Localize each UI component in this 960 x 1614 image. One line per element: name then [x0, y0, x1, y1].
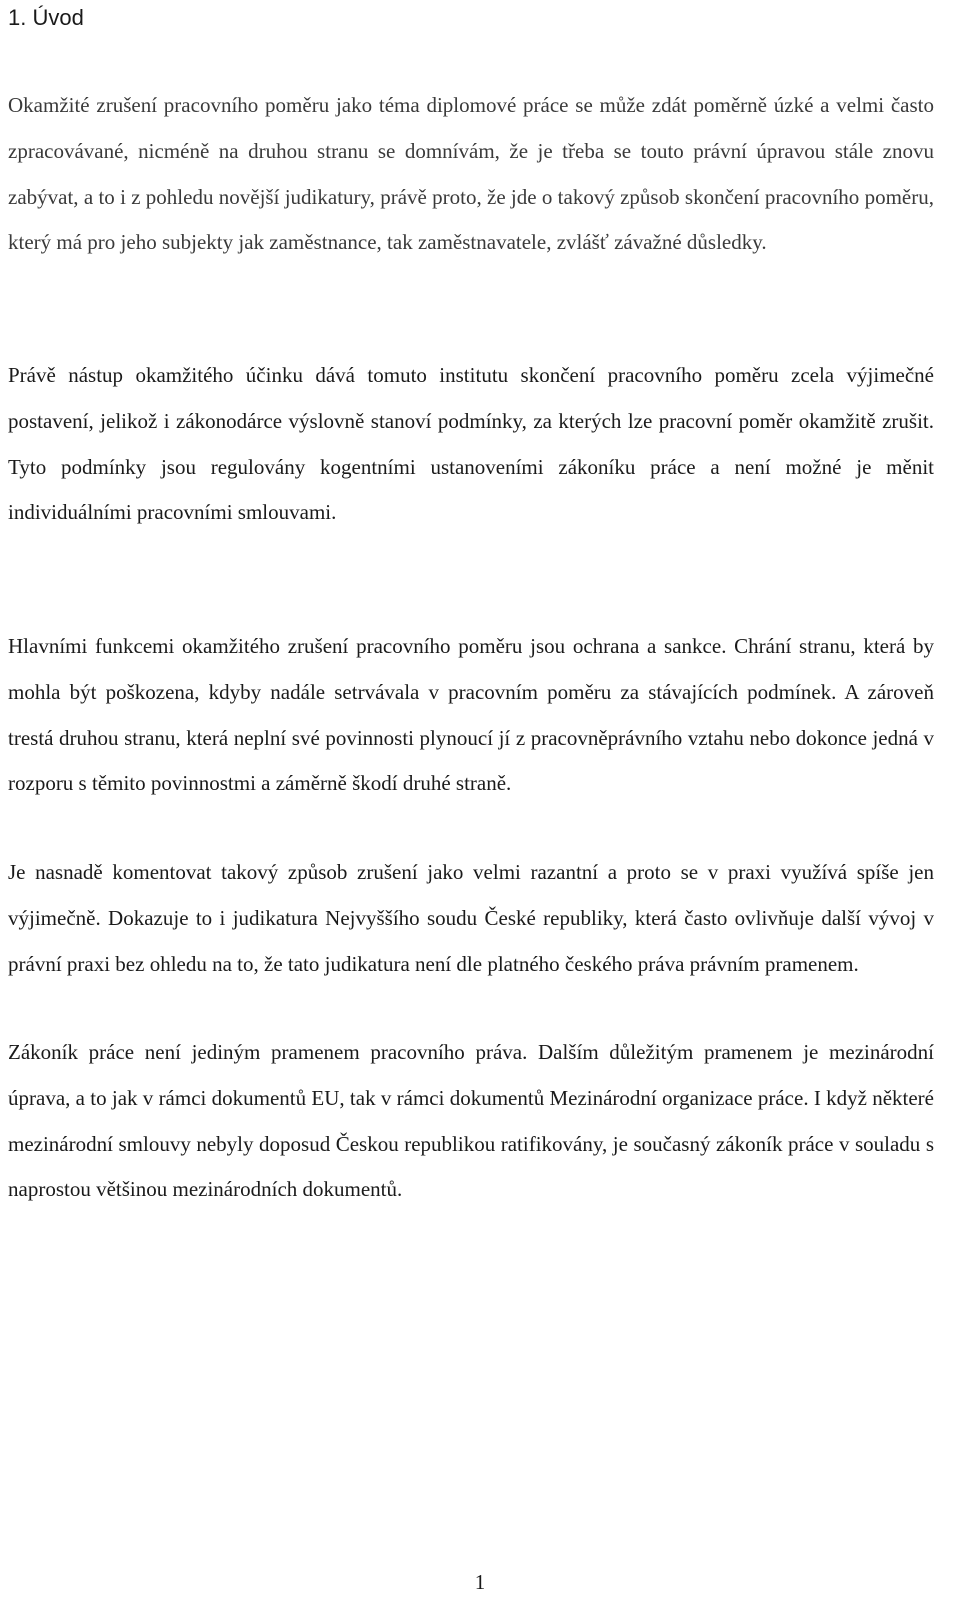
paragraph-functions: Hlavními funkcemi okamžitého zrušení pracovního poměru jsou ochrana a sankce. Chrání stranu, která by mohla být poškozena, kdyby nadále setrvávala v pracovním poměru za stávajících podmínek. A zároveň trestá druhou stranu, která neplní své povinnosti plynoucí jí z pracovněprávního vztahu nebo dokonce jedná v rozporu s těmito povinnostmi a záměrně škodí druhé straně.: [8, 634, 934, 796]
paragraph-international-sources: Zákoník práce není jediným pramenem pracovního práva. Dalším důležitým pramenem je mezinárodní úprava, a to jak v rámci dokumentů EU, tak v rámci dokumentů Mezinárodní organizace práce. I když některé mezinárodní smlouvy nebyly doposud Českou republikou ratifikovány, je současný zákoník práce v souladu s naprostou většinou mezinárodních dokumentů.: [8, 1040, 934, 1202]
section-heading: 1. Úvod: [8, 5, 84, 30]
paragraph-case-law: Je nasnadě komentovat takový způsob zrušení jako velmi razantní a proto se v praxi využívá spíše jen výjimečně. Dokazuje to i judikatura Nejvyššího soudu České republiky, která často ovlivňuje další vývoj v právní praxi bez ohledu na to, že tato judikatura není dle platného českého práva právním pramenem.: [8, 860, 934, 976]
paragraph-intro: Okamžité zrušení pracovního poměru jako téma diplomové práce se může zdát poměrně úzké a velmi často zpracovávané, nicméně na druhou stranu se domnívám, že je třeba se touto právní úpravou stále znovu zabývat, a to i z pohledu novější judikatury, právě proto, že jde o takový způsob skončení pracovního poměru, který má pro jeho subjekty jak zaměstnance, tak zaměstnavatele, zvlášť závažné důsledky.: [8, 93, 934, 255]
paragraph-immediate-effect: Právě nástup okamžitého účinku dává tomuto institutu skončení pracovního poměru zcela výjimečné postavení, jelikož i zákonodárce výslovně stanoví podmínky, za kterých lze pracovní poměr okamžitě zrušit. Tyto podmínky jsou regulovány kogentními ustanoveními zákoníku práce a není možné je měnit individuálními pracovními smlouvami.: [8, 363, 934, 525]
page-number: 1: [474, 1570, 486, 1594]
